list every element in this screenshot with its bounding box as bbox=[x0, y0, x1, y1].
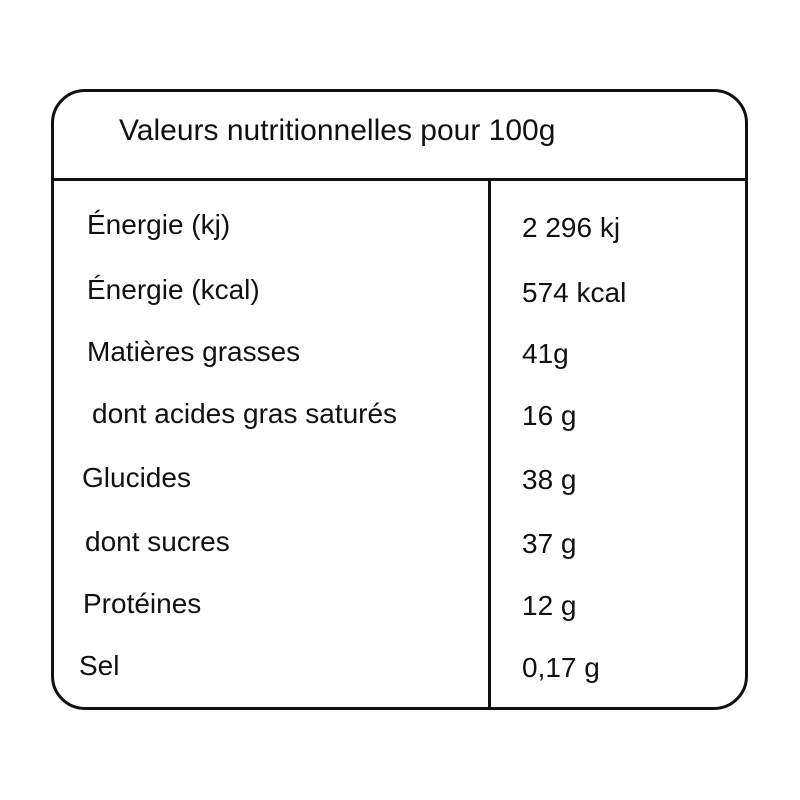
row-value-acides-gras-satures: 16 g bbox=[522, 400, 577, 431]
nutrition-title: Valeurs nutritionnelles pour 100g bbox=[119, 114, 556, 147]
row-label-acides-gras-satures: dont acides gras saturés bbox=[92, 398, 398, 429]
row-label-energie-kj: Énergie (kj) bbox=[87, 209, 231, 240]
row-value-matieres-grasses: 41g bbox=[522, 338, 569, 369]
row-value-glucides: 38 g bbox=[522, 464, 577, 495]
header-divider bbox=[51, 178, 748, 181]
row-value-energie-kcal: 574 kcal bbox=[522, 277, 627, 308]
row-value-proteines: 12 g bbox=[522, 590, 577, 621]
column-divider bbox=[488, 179, 491, 710]
row-label-sel: Sel bbox=[79, 650, 120, 681]
row-label-dont-sucres: dont sucres bbox=[85, 526, 230, 557]
row-label-energie-kcal: Énergie (kcal) bbox=[87, 274, 260, 305]
row-label-matieres-grasses: Matières grasses bbox=[87, 336, 301, 367]
row-label-glucides: Glucides bbox=[82, 462, 191, 493]
row-label-proteines: Protéines bbox=[83, 588, 202, 619]
row-value-sel: 0,17 g bbox=[522, 652, 600, 683]
row-value-dont-sucres: 37 g bbox=[522, 528, 577, 559]
row-value-energie-kj: 2 296 kj bbox=[522, 212, 621, 243]
